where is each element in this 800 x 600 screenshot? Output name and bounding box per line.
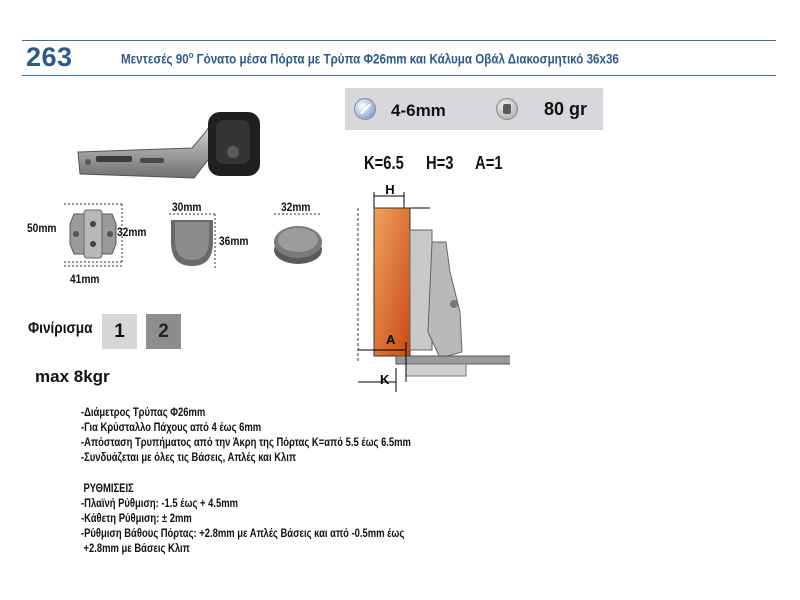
cap-width-dim: 30mm (172, 200, 202, 214)
diagram-label-a: A (386, 332, 396, 347)
note-line: -Για Κρύσταλλο Πάχους από 4 έως 6mm (81, 422, 262, 434)
finish-option-1[interactable]: 1 (102, 314, 137, 349)
finish-label: Φινίρισμα (28, 320, 93, 337)
plate-height-dim: 50mm (27, 221, 57, 235)
adjustment-line: -Ρύθμιση Βάθους Πόρτας: +2.8mm με Απλές Βάσεις και από -0.5mm έως (81, 528, 405, 540)
diagram-label-k: K (380, 372, 390, 387)
top-rule (22, 40, 776, 41)
adjustment-notes (81, 482, 404, 557)
spec-notes (81, 406, 411, 466)
glass-thickness-icon (354, 98, 376, 120)
plate-width-dim: 41mm (70, 272, 100, 286)
plate-side-dim: 32mm (117, 225, 147, 239)
mounting-plate-image (60, 200, 130, 272)
round-cover-image (268, 212, 328, 268)
note-line: -Διάμετρος Τρύπας Φ26mm (81, 407, 206, 419)
finish-option-2[interactable]: 2 (146, 314, 181, 349)
product-code: 263 (26, 42, 73, 72)
max-load: max 8kgr (35, 367, 110, 386)
param-a: A=1 (475, 153, 503, 173)
hinge-image (74, 104, 274, 184)
adjustment-line: -Κάθετη Ρύθμιση: ± 2mm (81, 513, 192, 525)
adjustments-title: ΡΥΘΜΙΣΕΙΣ (83, 483, 134, 495)
note-line: -Συνδυάζεται με όλες τις Βάσεις, Απλές και Κλιπ (81, 452, 297, 464)
page-title: Μεντεσές 90$^o$ Γόνατο μέσα Πόρτα με Τρύπα Φ26mm και Κάλυμα Οβάλ Διακοσμητικό 36x36 (121, 50, 619, 67)
param-k: K=6.5 (364, 153, 404, 173)
weight-value: 80 gr (544, 99, 588, 119)
param-h: H=3 (425, 153, 454, 173)
diagram-label-h: H (385, 182, 395, 197)
oval-cap-image (165, 212, 220, 272)
bottom-rule (22, 75, 776, 76)
glass-thickness: 4-6mm (391, 101, 446, 120)
technical-diagram (350, 182, 510, 392)
cap-height-dim: 36mm (219, 234, 249, 248)
hinge-parameters (364, 153, 521, 174)
cover-width-dim: 32mm (281, 200, 311, 214)
adjustment-line: -Πλαϊνή Ρύθμιση: -1.5 έως + 4.5mm (81, 498, 238, 510)
adjustment-line: +2.8mm με Βάσεις Κλιπ (83, 543, 190, 555)
weight-icon (496, 98, 518, 120)
note-line: -Απόσταση Τρυπήματος από την Άκρη της Πόρτας K=από 5.5 έως 6.5mm (81, 437, 411, 449)
